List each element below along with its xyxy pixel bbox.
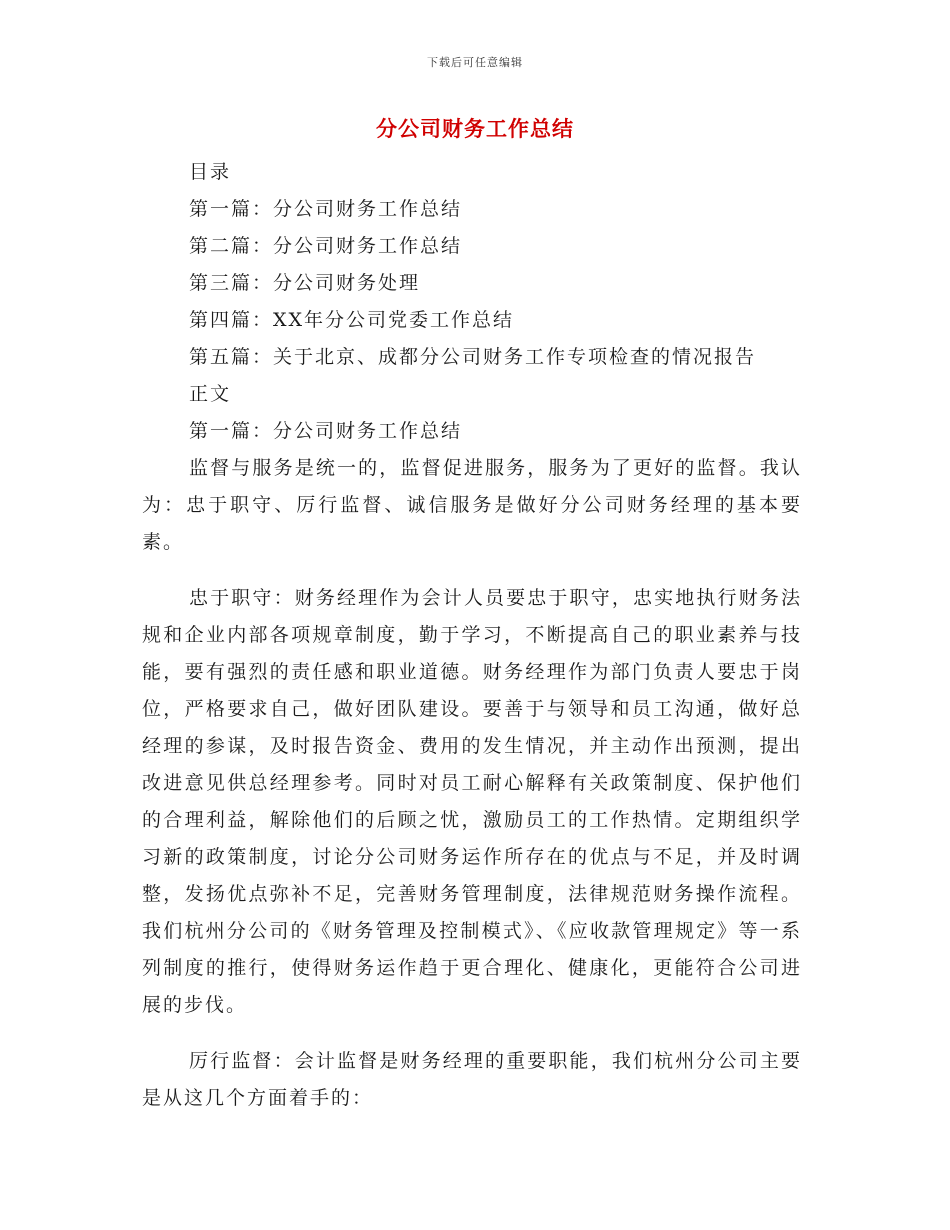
toc-heading: 目录 bbox=[189, 161, 232, 183]
body-heading: 正文 bbox=[189, 383, 232, 405]
toc-list bbox=[142, 191, 802, 376]
toc-item[interactable]: 第三篇：分公司财务处理 bbox=[189, 272, 421, 294]
toc-item[interactable]: 第二篇：分公司财务工作总结 bbox=[189, 235, 463, 257]
paragraph: 厉行监督：会计监督是财务经理的重要职能，我们杭州分公司主要是从这几个方面着手的： bbox=[142, 1050, 802, 1109]
toc-item[interactable]: 第一篇：分公司财务工作总结 bbox=[189, 198, 463, 220]
document-title: 分公司财务工作总结 bbox=[376, 116, 574, 141]
toc-item[interactable]: 第四篇：XX年分公司党委工作总结 bbox=[189, 309, 515, 331]
paragraph: 忠于职守：财务经理作为会计人员要忠于职守，忠实地执行财务法规和企业内部各项规章制度，勤于学习，不断提高自己的职业素养与技能，要有强烈的责任感和职业道德。财务经理作为部门负责人要忠于岗位，严格要求自己，做好团队建设。要善于与领导和员工沟通，做好总经理的参谋，及时报告资金、费用的发生情况，并主动作出预测，提出改进意见供总经理参考。同时对员工耐心解释有关政策制度、保护他们的合理利益，解除他们的后顾之忧，激励员工的工作热情。定期组织学习新的政策制度，讨论分公司财务运作所存在的优点与不足，并及时调整，发扬优点弥补不足，完善财务管理制度，法律规范财务操作流程。我们杭州分公司的《财务管理及控制模式》、《应收款管理规定》等一系列制度的推行，使得财务运作趋于更合理化、健康化，更能符合公司进展的步伐。 bbox=[142, 587, 802, 1016]
paragraph: 监督与服务是统一的，监督促进服务，服务为了更好的监督。我认为：忠于职守、厉行监督、诚信服务是做好分公司财务经理的基本要素。 bbox=[142, 457, 802, 553]
toc-item[interactable]: 第五篇：关于北京、成都分公司财务工作专项检查的情况报告 bbox=[189, 346, 757, 368]
document-body bbox=[142, 154, 802, 1136]
header-note: 下载后可任意编辑 bbox=[427, 56, 523, 69]
section-title: 第一篇：分公司财务工作总结 bbox=[189, 420, 463, 442]
